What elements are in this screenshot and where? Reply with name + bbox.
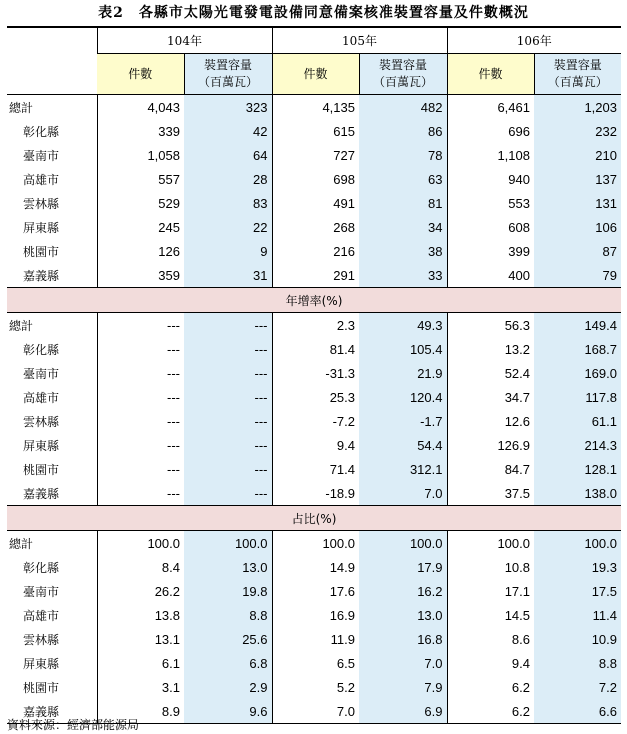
- count-cell: 940: [447, 167, 534, 191]
- region-name: 彰化縣: [23, 124, 60, 139]
- capacity-cell: 210: [534, 143, 621, 167]
- region-name: 臺南市: [23, 584, 60, 599]
- count-cell: 4,043: [97, 95, 184, 120]
- capacity-cell: 128.1: [534, 457, 621, 481]
- table-row: [7, 579, 621, 603]
- capacity-cell: 54.4: [359, 433, 447, 457]
- count-header: 件數: [97, 54, 184, 95]
- capacity-cell: 323: [184, 95, 272, 120]
- count-cell: 6.1: [97, 651, 184, 675]
- capacity-cell: 105.4: [359, 337, 447, 361]
- capacity-cell: 34: [359, 215, 447, 239]
- count-cell: ---: [97, 385, 184, 409]
- count-cell: ---: [97, 361, 184, 385]
- capacity-cell: 21.9: [359, 361, 447, 385]
- count-cell: 727: [272, 143, 359, 167]
- year-header-106: 106年: [447, 27, 621, 54]
- table-row: [7, 409, 621, 433]
- count-cell: 14.9: [272, 555, 359, 579]
- count-cell: 13.8: [97, 603, 184, 627]
- count-cell: 291: [272, 263, 359, 288]
- capacity-cell: 13.0: [184, 555, 272, 579]
- source-note: 資料來源：經濟部能源局: [7, 718, 140, 732]
- table-row: [7, 361, 621, 385]
- region-name: 嘉義縣: [7, 699, 97, 724]
- region-name: 桃園市: [23, 462, 60, 477]
- count-cell: 100.0: [97, 531, 184, 556]
- capacity-cell: 1,203: [534, 95, 621, 120]
- count-cell: 491: [272, 191, 359, 215]
- region-name: 彰化縣: [23, 342, 60, 357]
- capacity-cell: 10.9: [534, 627, 621, 651]
- count-cell: ---: [97, 313, 184, 338]
- capacity-cell: ---: [184, 313, 272, 338]
- count-cell: ---: [97, 337, 184, 361]
- table-row: [7, 531, 621, 556]
- capacity-cell: 19.3: [534, 555, 621, 579]
- region-name: 高雄市: [23, 608, 60, 623]
- capacity-cell: 312.1: [359, 457, 447, 481]
- count-cell: 25.3: [272, 385, 359, 409]
- count-cell: 268: [272, 215, 359, 239]
- count-cell: 81.4: [272, 337, 359, 361]
- table-row: [7, 603, 621, 627]
- count-cell: 359: [97, 263, 184, 288]
- count-cell: 11.9: [272, 627, 359, 651]
- count-cell: 84.7: [447, 457, 534, 481]
- capacity-cell: 17.9: [359, 555, 447, 579]
- table-row: [7, 481, 621, 506]
- year-header-105: 105年: [272, 27, 447, 54]
- count-cell: 4,135: [272, 95, 359, 120]
- capacity-cell: 232: [534, 119, 621, 143]
- capacity-cell: 8.8: [184, 603, 272, 627]
- table-row: [7, 385, 621, 409]
- count-cell: 339: [97, 119, 184, 143]
- table-row: [7, 651, 621, 675]
- capacity-cell: 63: [359, 167, 447, 191]
- capacity-cell: ---: [184, 409, 272, 433]
- capacity-cell: 25.6: [184, 627, 272, 651]
- capacity-cell: 6.9: [359, 699, 447, 724]
- table-row: [7, 337, 621, 361]
- count-cell: 8.6: [447, 627, 534, 651]
- table-row: [7, 555, 621, 579]
- region-name: 總計: [9, 100, 34, 115]
- count-cell: -18.9: [272, 481, 359, 506]
- capacity-cell: 61.1: [534, 409, 621, 433]
- capacity-cell: 137: [534, 167, 621, 191]
- region-name: 屏東縣: [23, 220, 60, 235]
- table-row: [7, 191, 621, 215]
- capacity-cell: 6.6: [534, 699, 621, 724]
- capacity-cell: 7.0: [359, 481, 447, 506]
- count-cell: 12.6: [447, 409, 534, 433]
- count-cell: 399: [447, 239, 534, 263]
- table-row: [7, 143, 621, 167]
- count-cell: 245: [97, 215, 184, 239]
- count-cell: 52.4: [447, 361, 534, 385]
- table-row: [7, 239, 621, 263]
- count-cell: -7.2: [272, 409, 359, 433]
- capacity-cell: 64: [184, 143, 272, 167]
- count-cell: 100.0: [272, 531, 359, 556]
- region-name: 高雄市: [23, 390, 60, 405]
- table-row: [7, 675, 621, 699]
- count-cell: 17.6: [272, 579, 359, 603]
- capacity-cell: ---: [184, 481, 272, 506]
- table-title: 表2 各縣市太陽光電發電設備同意備案核准裝置容量及件數概況: [98, 5, 529, 21]
- count-cell: 13.2: [447, 337, 534, 361]
- count-cell: 557: [97, 167, 184, 191]
- region-name: 桃園市: [23, 244, 60, 259]
- count-cell: 608: [447, 215, 534, 239]
- count-cell: 6.2: [447, 675, 534, 699]
- section-header: 占比(%): [7, 506, 621, 531]
- count-cell: 100.0: [447, 531, 534, 556]
- capacity-header: 裝置容量 （百萬瓦）: [359, 54, 447, 95]
- count-cell: ---: [97, 409, 184, 433]
- capacity-cell: 11.4: [534, 603, 621, 627]
- capacity-cell: 169.0: [534, 361, 621, 385]
- region-name: 屏東縣: [23, 438, 60, 453]
- capacity-cell: 13.0: [359, 603, 447, 627]
- capacity-cell: 100.0: [359, 531, 447, 556]
- section-header-row: [7, 506, 621, 531]
- capacity-cell: 9.6: [184, 699, 272, 724]
- count-cell: 8.4: [97, 555, 184, 579]
- capacity-cell: ---: [184, 337, 272, 361]
- capacity-cell: 482: [359, 95, 447, 120]
- capacity-cell: 86: [359, 119, 447, 143]
- table-body: [7, 95, 621, 724]
- capacity-cell: 87: [534, 239, 621, 263]
- region-name: 總計: [9, 536, 34, 551]
- corner-cell: [7, 27, 97, 95]
- capacity-cell: 83: [184, 191, 272, 215]
- count-cell: ---: [97, 481, 184, 506]
- capacity-cell: 117.8: [534, 385, 621, 409]
- count-cell: 400: [447, 263, 534, 288]
- count-cell: 9.4: [272, 433, 359, 457]
- count-header: 件數: [447, 54, 534, 95]
- region-name: 嘉義縣: [23, 486, 60, 501]
- table-row: [7, 457, 621, 481]
- table-row: [7, 313, 621, 338]
- count-cell: 56.3: [447, 313, 534, 338]
- capacity-cell: 106: [534, 215, 621, 239]
- count-cell: 10.8: [447, 555, 534, 579]
- capacity-cell: 7.2: [534, 675, 621, 699]
- table-row: [7, 627, 621, 651]
- capacity-cell: 8.8: [534, 651, 621, 675]
- count-cell: 6.5: [272, 651, 359, 675]
- capacity-cell: 138.0: [534, 481, 621, 506]
- region-name: 臺南市: [23, 366, 60, 381]
- count-cell: 2.3: [272, 313, 359, 338]
- count-cell: 8.9: [97, 699, 184, 724]
- region-name: 總計: [9, 318, 34, 333]
- capacity-cell: 6.8: [184, 651, 272, 675]
- count-cell: 9.4: [447, 651, 534, 675]
- solar-capacity-table: [7, 26, 621, 724]
- capacity-cell: 42: [184, 119, 272, 143]
- capacity-cell: 2.9: [184, 675, 272, 699]
- capacity-cell: 214.3: [534, 433, 621, 457]
- capacity-cell: 31: [184, 263, 272, 288]
- capacity-cell: 7.0: [359, 651, 447, 675]
- count-cell: 1,058: [97, 143, 184, 167]
- capacity-cell: -1.7: [359, 409, 447, 433]
- count-cell: 3.1: [97, 675, 184, 699]
- table-row: [7, 95, 621, 120]
- count-cell: ---: [97, 457, 184, 481]
- count-cell: 17.1: [447, 579, 534, 603]
- count-cell: 696: [447, 119, 534, 143]
- count-cell: 1,108: [447, 143, 534, 167]
- region-name: 高雄市: [23, 172, 60, 187]
- capacity-cell: 81: [359, 191, 447, 215]
- region-name: 桃園市: [23, 680, 60, 695]
- count-cell: 698: [272, 167, 359, 191]
- region-name: 雲林縣: [23, 196, 60, 211]
- section-header-row: [7, 288, 621, 313]
- table-row: [7, 433, 621, 457]
- region-name: 屏東縣: [23, 656, 60, 671]
- capacity-cell: 28: [184, 167, 272, 191]
- count-cell: 529: [97, 191, 184, 215]
- count-cell: 14.5: [447, 603, 534, 627]
- count-cell: 553: [447, 191, 534, 215]
- table-row: [7, 263, 621, 288]
- count-cell: -31.3: [272, 361, 359, 385]
- capacity-cell: 131: [534, 191, 621, 215]
- count-header: 件數: [272, 54, 359, 95]
- count-cell: ---: [97, 433, 184, 457]
- capacity-cell: 16.8: [359, 627, 447, 651]
- capacity-cell: ---: [184, 361, 272, 385]
- capacity-cell: 78: [359, 143, 447, 167]
- count-cell: 16.9: [272, 603, 359, 627]
- capacity-cell: 17.5: [534, 579, 621, 603]
- table-row: [7, 167, 621, 191]
- capacity-cell: 149.4: [534, 313, 621, 338]
- capacity-cell: 7.9: [359, 675, 447, 699]
- count-cell: 6.2: [447, 699, 534, 724]
- count-cell: 615: [272, 119, 359, 143]
- capacity-cell: 79: [534, 263, 621, 288]
- capacity-header: 裝置容量 （百萬瓦）: [184, 54, 272, 95]
- count-cell: 37.5: [447, 481, 534, 506]
- capacity-cell: 33: [359, 263, 447, 288]
- capacity-cell: 49.3: [359, 313, 447, 338]
- capacity-cell: 9: [184, 239, 272, 263]
- table-row: [7, 215, 621, 239]
- capacity-cell: ---: [184, 433, 272, 457]
- count-cell: 126.9: [447, 433, 534, 457]
- section-header: 年增率(%): [7, 288, 621, 313]
- region-name: 嘉義縣: [23, 268, 60, 283]
- count-cell: 5.2: [272, 675, 359, 699]
- count-cell: 26.2: [97, 579, 184, 603]
- capacity-cell: 22: [184, 215, 272, 239]
- year-header-104: 104年: [97, 27, 272, 54]
- capacity-cell: 19.8: [184, 579, 272, 603]
- capacity-cell: 168.7: [534, 337, 621, 361]
- count-cell: 34.7: [447, 385, 534, 409]
- capacity-cell: 38: [359, 239, 447, 263]
- region-name: 雲林縣: [23, 632, 60, 647]
- region-name: 雲林縣: [23, 414, 60, 429]
- capacity-cell: ---: [184, 385, 272, 409]
- capacity-header: 裝置容量 （百萬瓦）: [534, 54, 621, 95]
- table-row: [7, 119, 621, 143]
- capacity-cell: 120.4: [359, 385, 447, 409]
- count-cell: 71.4: [272, 457, 359, 481]
- capacity-cell: 100.0: [184, 531, 272, 556]
- region-name: 彰化縣: [23, 560, 60, 575]
- count-cell: 6,461: [447, 95, 534, 120]
- capacity-cell: 16.2: [359, 579, 447, 603]
- count-cell: 13.1: [97, 627, 184, 651]
- capacity-cell: ---: [184, 457, 272, 481]
- region-name: 臺南市: [23, 148, 60, 163]
- count-cell: 216: [272, 239, 359, 263]
- count-cell: 7.0: [272, 699, 359, 724]
- count-cell: 126: [97, 239, 184, 263]
- capacity-cell: 100.0: [534, 531, 621, 556]
